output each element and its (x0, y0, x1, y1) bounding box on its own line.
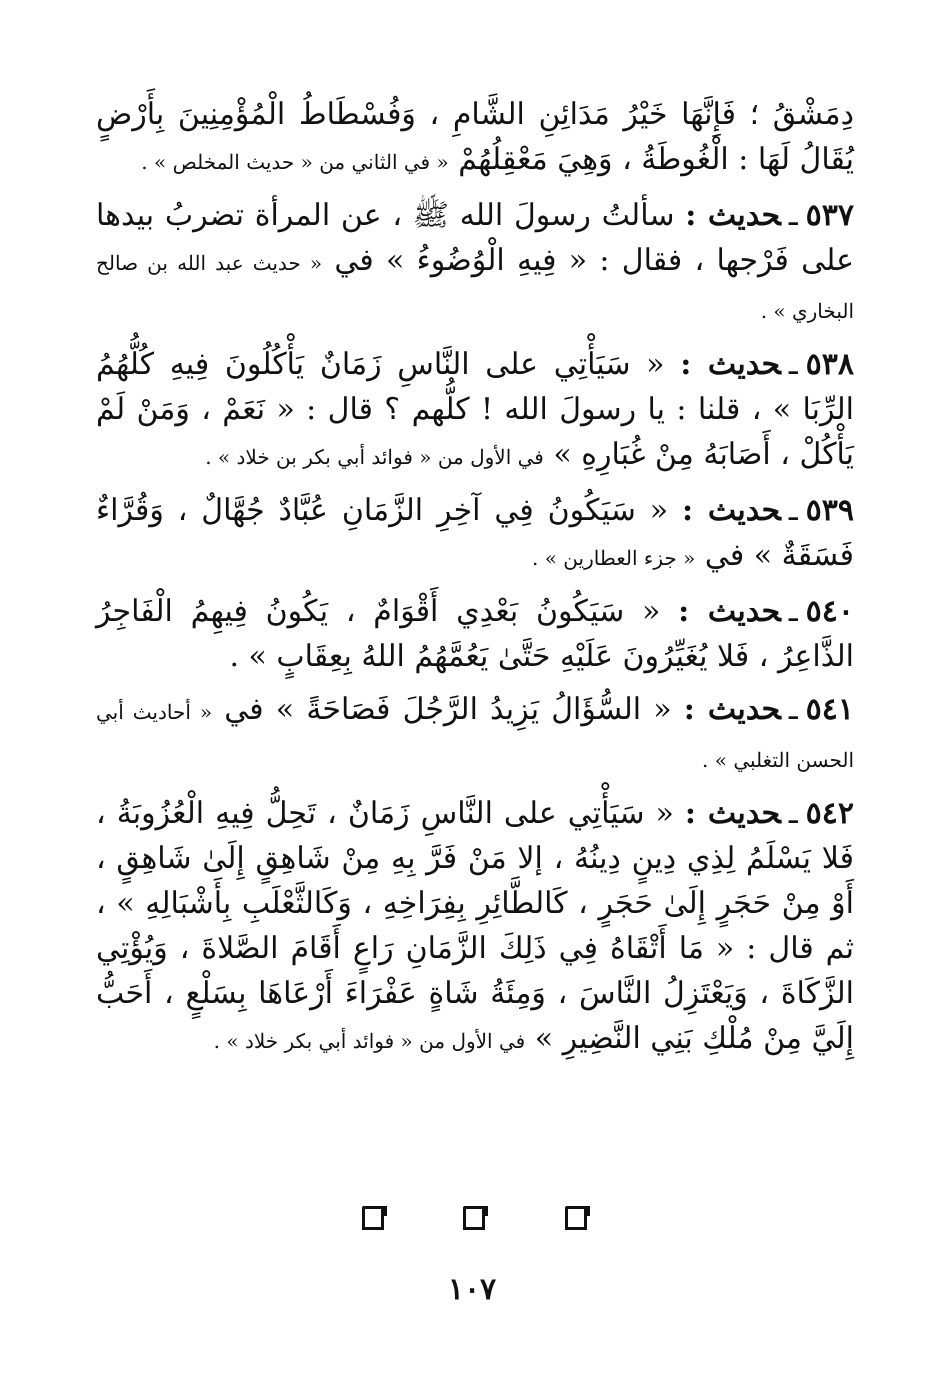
page-content (96, 92, 854, 1064)
entry-542 (96, 791, 854, 1064)
intro-paragraph (96, 92, 854, 185)
entry-text: « سَيَأْتِي على النَّاسِ زَمَانٌ ، تَحِلُّ فِيهِ الْعُزُوبَةُ ، فَلا يَسْلَمُ لِذِي دِينٍ دِينُهُ ، إلا مَنْ فَرَّ بِهِ مِنْ شَاهِقٍ إِلَىٰ شَاهِقٍ ، أَوْ مِنْ حَجَرٍ إِلَىٰ حَجَرٍ ، كَالطَّائِرِ بِفِرَاخِهِ ، وَكَالثَّعْلَبِ بِأَشْبَالِهِ » ، ثم قال : « مَا أَتْقَاهُ فِي ذَلِكَ الزَّمَانِ رَاعٍ أَقَامَ الصَّلاةَ ، وَيُؤْتِي الزَّكَاةَ ، وَيَعْتَزِلُ النَّاسَ ، وَمِئَةُ شَاةٍ عَفْرَاءَ أَرْعَاهَا بِسَلْعٍ ، أَحَبُّ إِلَيَّ مِنْ مُلْكِ بَنِي النَّضِيرِ » (96, 796, 854, 1056)
entry-number: ٥٣٨ (805, 347, 854, 382)
entry-541 (96, 687, 854, 783)
entry-text: « السُّؤَالُ يَزِيدُ الرَّجُلَ فَصَاحَةً » في (224, 692, 672, 727)
entry-text: « سَيَكُونُ بَعْدِي أَقْوَامٌ ، يَكُونُ فِيهِمُ الْفَاجِرُ الذَّاعِرُ ، فَلا يُغَيِّرُونَ عَلَيْهِ حَتَّىٰ يَعُمَّهُمُ اللهُ بِعِقَابٍ » . (96, 594, 854, 674)
entry-source: « أحاديث أبي الحسن التغلبي » . (96, 700, 854, 772)
entry-label: حديث : (682, 493, 781, 528)
square-ornament-icon (362, 1206, 384, 1230)
entry-number: ٥٤١ (805, 692, 854, 727)
entry-538 (96, 342, 854, 480)
entry-dash: ـ (788, 796, 798, 831)
entry-number: ٥٣٧ (805, 198, 854, 233)
entry-537 (96, 193, 854, 334)
entry-label: حديث : (683, 692, 781, 727)
entry-text: « سَيَأْتِي على النَّاسِ زَمَانٌ يَأْكُلُونَ فِيهِ كُلُّهُمُ الرِّبَا » ، قلنا : يا رسولَ الله ! كلُّهم ؟ قال : « نَعَمْ ، وَمَنْ لَمْ يَأْكُلْ ، أَصَابَهُ مِنْ غُبَارِهِ » (96, 347, 854, 472)
intro-source: « في الثاني من « حديث المخلص » . (141, 150, 449, 174)
entry-540 (96, 589, 854, 679)
entry-number: ٥٤٢ (805, 796, 854, 831)
entry-text: سألتُ رسولَ الله ﷺ ، عن المرأة تضربُ بيدها على فَرْجها ، فقال : « فِيهِ الْوُضُوءُ » في (96, 198, 854, 278)
entry-source: « حديث عبد الله بن صالح البخاري » . (96, 251, 854, 323)
entry-dash: ـ (788, 198, 798, 233)
entry-dash: ـ (788, 594, 798, 629)
square-ornament-icon (565, 1206, 587, 1230)
intro-text: دِمَشْقُ ؛ فَإِنَّهَا خَيْرُ مَدَائِنِ الشَّامِ ، وَفُسْطَاطُ الْمُؤْمِنِينَ بِأَرْضٍ يُقَالُ لَهَا : الْغُوطَةُ ، وَهِيَ مَعْقِلُهُمْ (96, 97, 854, 177)
entry-source: في الأول من « فوائد أبي بكر بن خلاد » . (205, 445, 544, 469)
entry-label: حديث : (684, 796, 781, 831)
entry-dash: ـ (788, 493, 798, 528)
entry-label: حديث : (685, 198, 781, 233)
page-number: ١٠٧ (447, 1272, 497, 1307)
entry-text: « سَيَكُونُ فِي آخِرِ الزَّمَانِ عُبَّادٌ جُهَّالٌ ، وَقُرَّاءٌ فَسَقَةٌ » في (96, 493, 854, 573)
entry-number: ٥٤٠ (805, 594, 854, 629)
entry-source: في الأول من « فوائد أبي بكر خلاد » . (213, 1029, 526, 1053)
entry-dash: ـ (788, 692, 798, 727)
entry-label: حديث : (680, 347, 781, 382)
entry-539 (96, 488, 854, 581)
section-separator (0, 1206, 944, 1240)
entry-number: ٥٣٩ (805, 493, 854, 528)
entry-source: « جزء العطارين » . (532, 546, 696, 570)
entry-label: حديث : (678, 594, 781, 629)
entry-dash: ـ (788, 347, 798, 382)
square-ornament-icon (463, 1206, 485, 1230)
